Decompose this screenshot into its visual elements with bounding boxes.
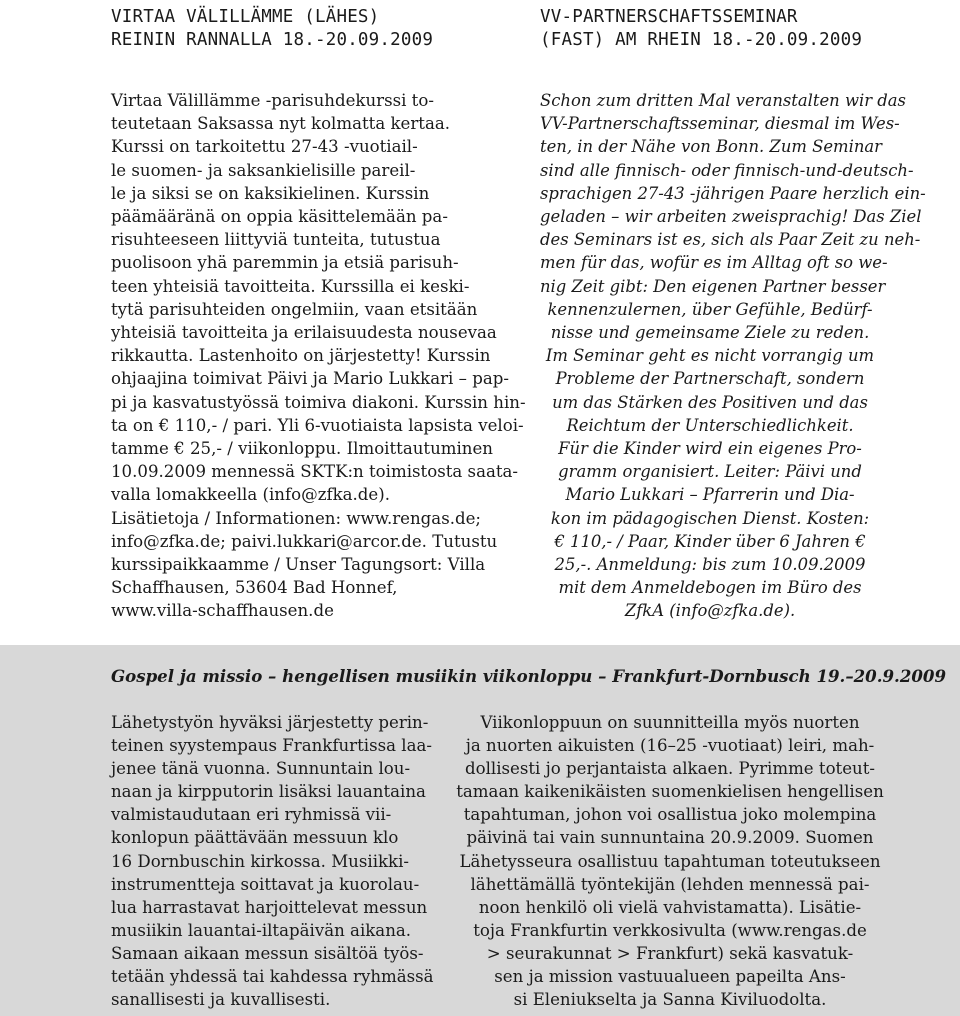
gospel-right-column	[455, 711, 885, 1011]
text-line: VV-Partnerschaftsseminar, diesmal im Wes-	[540, 114, 900, 134]
text-line: um das Stärken des Positiven und das	[552, 392, 868, 412]
text-line: Schaffhausen, 53604 Bad Honnef,	[111, 578, 398, 598]
text-line: dollisesti jo perjantaista alkaen. Pyrimme toteut-	[464, 759, 876, 779]
heading-line: VIRTAA VÄLILLÄMME (LÄHES)	[111, 7, 380, 27]
finnish-article-body	[111, 89, 526, 623]
text-line: le suomen- ja saksankielisille pareil-	[111, 160, 416, 180]
text-line: toja Frankfurtin verkkosivulta (www.rengas.de	[473, 920, 867, 940]
text-line: teutetaan Saksassa nyt kolmatta kertaa.	[111, 114, 451, 134]
text-line: jenee tänä vuonna. Sunnuntain lou-	[111, 759, 411, 779]
text-line: risuhteeseen liittyviä tunteita, tutustua	[111, 230, 441, 250]
text-line: teen yhteisiä tavoitteita. Kurssilla ei keski-	[111, 276, 470, 296]
text-line: ta on € 110,- / pari. Yli 6-vuotiaista lapsista veloi-	[111, 415, 524, 435]
text-line: rikkautta. Lastenhoito on järjestetty! Kurssin	[111, 346, 491, 366]
gospel-section-title: Gospel ja missio – hengellisen musiikin viikonloppu – Frankfurt-Dornbusch 19.–20.9.2009	[111, 666, 947, 686]
text-line: Schon zum dritten Mal veranstalten wir das	[540, 91, 906, 110]
text-line: 16 Dornbuschin kirkossa. Musiikki-	[111, 851, 410, 871]
text-line: info@zfka.de; paivi.lukkari@arcor.de. Tutustu	[111, 531, 498, 551]
text-line: sen ja mission vastuualueen papeilta Ans-	[494, 967, 846, 987]
text-line: tamaan kaikenikäisten suomenkielisen hengellisen	[456, 782, 884, 802]
heading-line: REININ RANNALLA 18.-20.09.2009	[111, 30, 434, 50]
text-line: kurssipaikkaamme / Unser Tagungsort: Villa	[111, 555, 486, 575]
text-line: ja nuorten aikuisten (16–25 -vuotiaat) leiri, mah-	[465, 736, 875, 756]
text-line: valmistaudutaan eri ryhmissä vii-	[111, 805, 392, 825]
text-line: des Seminars ist es, sich als Paar Zeit zu neh-	[540, 230, 921, 250]
text-line: Samaan aikaan messun sisältöä työs-	[111, 943, 424, 963]
text-line: valla lomakkeella (info@zfka.de).	[111, 485, 390, 505]
text-line: Probleme der Partnerschaft, sondern	[555, 369, 865, 389]
text-line: tamme € 25,- / viikonloppu. Ilmoittautuminen	[111, 439, 493, 459]
text-line: mit dem Anmeldebogen im Büro des	[558, 578, 862, 598]
german-article	[540, 6, 926, 623]
text-line: noon henkilö oli vielä vahvistamatta). Lisätie-	[478, 897, 862, 917]
text-line: le ja siksi se on kaksikielinen. Kurssin	[111, 183, 430, 203]
text-line: musiikin lauantai-iltapäivän aikana.	[111, 920, 412, 940]
gospel-left-column	[111, 711, 441, 1011]
german-article-heading	[540, 6, 880, 52]
text-line: Lisätietoja / Informationen: www.rengas.de;	[111, 508, 482, 528]
text-line: yhteisiä tavoitteita ja erilaisuudesta nousevaa	[111, 323, 497, 343]
text-line: € 110,- / Paar, Kinder über 6 Jahren €	[554, 531, 866, 551]
text-line: si Eleniukselta ja Sanna Kiviluodolta.	[513, 990, 827, 1010]
text-line: pi ja kasvatustyössä toimiva diakoni. Kurssin hin-	[111, 392, 526, 412]
heading-line: (FAST) AM RHEIN 18.-20.09.2009	[540, 30, 863, 50]
text-line: ten, in der Nähe von Bonn. Zum Seminar	[540, 137, 883, 157]
text-line: Für die Kinder wird ein eigenes Pro-	[558, 439, 862, 459]
finnish-article-heading	[111, 6, 491, 52]
text-line: Im Seminar geht es nicht vorrangig um	[545, 346, 875, 366]
text-line: kon im pädagogischen Dienst. Kosten:	[550, 508, 870, 528]
text-line: Reichtum der Unterschiedlichkeit.	[566, 415, 854, 435]
text-line: ohjaajina toimivat Päivi ja Mario Lukkari – pap-	[111, 369, 509, 389]
german-article-body	[540, 89, 926, 623]
text-line: ZfkA (info@zfka.de).	[624, 601, 796, 621]
text-line: gramm organisiert. Leiter: Päivi und	[558, 462, 862, 482]
text-line: Viikonloppuun on suunnitteilla myös nuorten	[480, 713, 860, 732]
text-line: lua harrastavat harjoittelevat messun	[111, 897, 428, 917]
text-line: geladen – wir arbeiten zweisprachig! Das Ziel	[540, 207, 922, 227]
text-line: konlopun päättävään messuun klo	[111, 828, 399, 848]
text-line: päämääränä on oppia käsittelemään pa-	[111, 207, 448, 227]
text-line: > seurakunnat > Frankfurt) sekä kasvatuk-	[486, 943, 854, 963]
text-line: Lähetystyön hyväksi järjestetty perin-	[111, 713, 429, 732]
text-line: tetään yhdessä tai kahdessa ryhmässä	[111, 967, 434, 987]
text-line: tytä parisuhteiden ongelmiin, vaan etsitään	[111, 299, 478, 319]
text-line: tapahtuman, johon voi osallistua joko molempina	[463, 805, 877, 825]
text-line: Mario Lukkari – Pfarrerin und Dia-	[565, 485, 855, 505]
heading-line: VV-PARTNERSCHAFTSSEMINAR	[540, 7, 798, 27]
text-line: www.villa-schaffhausen.de	[111, 601, 334, 621]
text-line: puolisoon yhä paremmin ja etsiä parisuh-	[111, 253, 459, 273]
text-line: Kurssi on tarkoitettu 27-43 -vuotiail-	[111, 137, 418, 157]
text-line: Lähetysseura osallistuu tapahtuman toteutukseen	[459, 851, 881, 871]
text-line: teinen syystempaus Frankfurtissa laa-	[111, 736, 432, 756]
text-line: sanallisesti ja kuvallisesti.	[111, 990, 331, 1010]
text-line: Virtaa Välillämme -parisuhdekurssi to-	[111, 91, 434, 110]
text-line: nig Zeit gibt: Den eigenen Partner besser	[540, 276, 886, 296]
text-line: naan ja kirpputorin lisäksi lauantaina	[111, 782, 426, 802]
text-line: instrumentteja soittavat ja kuorolau-	[111, 874, 420, 894]
text-line: lähettämällä työntekijän (lehden mennessä pai-	[470, 874, 870, 894]
text-line: nisse und gemeinsame Ziele zu reden.	[550, 323, 870, 343]
finnish-article	[111, 6, 526, 623]
text-line: kennenzulernen, über Gefühle, Bedürf-	[547, 299, 873, 319]
text-line: päivinä tai vain sunnuntaina 20.9.2009. Suomen	[466, 828, 874, 848]
text-line: men für das, wofür es im Alltag oft so we-	[540, 253, 888, 273]
text-line: sprachigen 27-43 -jährigen Paare herzlich ein-	[540, 183, 926, 203]
text-line: 10.09.2009 mennessä SKTK:n toimistosta saata-	[111, 462, 519, 482]
text-line: 25,-. Anmeldung: bis zum 10.09.2009	[554, 555, 866, 575]
text-line: sind alle finnisch- oder finnisch-und-deutsch-	[540, 160, 914, 180]
